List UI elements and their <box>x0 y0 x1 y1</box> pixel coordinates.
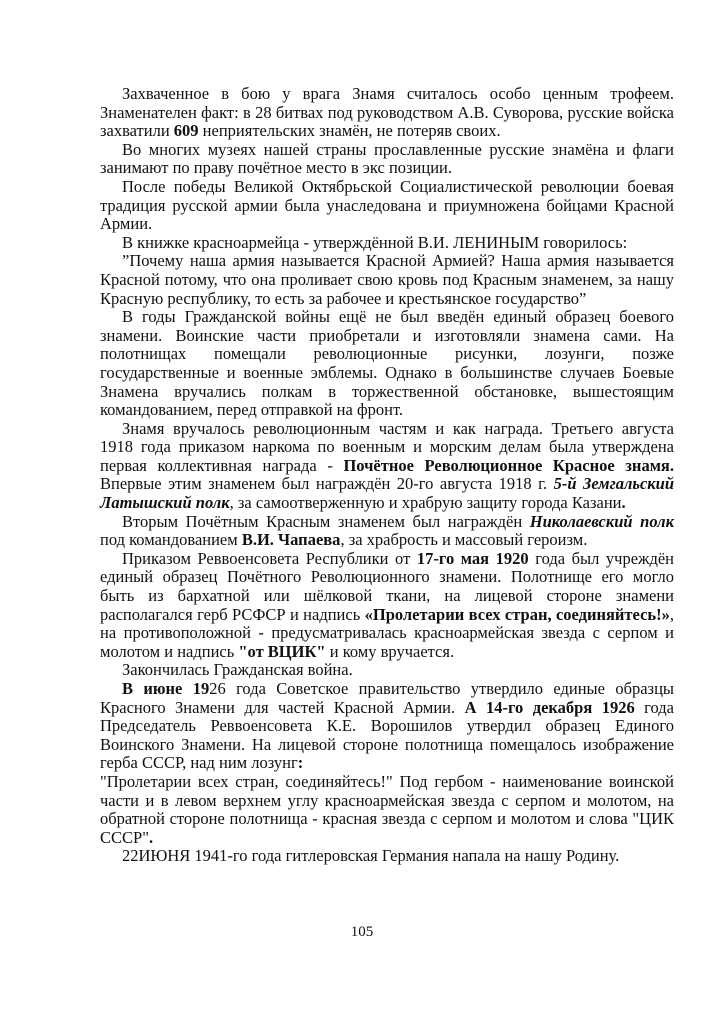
paragraph-civil-war-banners: В годы Гражданской войны ещё не был введён единый образец боевого знамени. Воинские части приобретали и изготовляли знамена сами. На полотнищах помещали революционные рисунки, лозунги, позже государственные и военные эмблемы. Однако в большинстве случаев Боевые Знамена вручались полкам в торжественной обстановке, вышестоящим командованием, перед отправкой на фронт. <box>100 307 674 420</box>
paragraph-1920-order: Приказом Реввоенсовета Республики от 17-го мая 1920 года был учреждён единый образец Почётного Революционного знамени. Полотнище его могло быть из бархатной или шёлковой ткани, на лицевой стороне знамени располагался герб РСФСР и надпись «Пролетарии всех стран, соединяйтесь!», на противоположной - предусматривалась красноармейская звезда с серпом и молотом и надпись "от ВЦИК" и кому вручается. <box>100 548 674 661</box>
paragraph-second-banner: Вторым Почётным Красным знаменем был награждён Николаевский полк под командованием В.И. Чапаева, за храбрость и массовый героизм. <box>100 511 674 550</box>
paragraph-after-revolution: После победы Великой Октябрьской Социалистической революции боевая традиция русской армии была унаследована и приумножена бойцами Красной Армии. <box>100 176 674 234</box>
paragraph-quote-red-army: ”Почему наша армия называется Красной Армией? Наша армия называется Красной потому, что она проливает свою кровь под Красным знаменем, за нашу Красную республику, то есть за рабочее и крестьянское государство” <box>100 251 674 308</box>
paragraph-museums: Во многих музеях нашей страны прославленные русские знамёна и флаги занимают по праву почётное место в экс позиции. <box>100 139 674 178</box>
paragraph-honorary-banner: Знамя вручалось революционным частям и как награда. Третьего августа 1918 года приказом наркома по военным и морским делам была утверждена первая коллективная награда - Почётное Революционное Красное знамя. Впервые этим знаменем был награждён 20-го августа 1918 г. 5-й Земгальский Латышский полк, за самоотверженную и храбрую защиту города Казани. <box>100 418 675 513</box>
document-body <box>100 85 674 866</box>
paragraph-slogan: "Пролетарии всех стран, соединяйтесь!" Под гербом - наименование воинской части и в левом верхнем углу красноармейская звезда с серпом и молотом, на обратной стороне полотнища - красная звезда с серпом и молотом и слова "ЦИК СССР". <box>100 771 674 847</box>
paragraph-red-army-booklet: В книжке красноармейца - утверждённой В.И. ЛЕНИНЫМ говорилось: <box>122 232 628 252</box>
page-number: 105 <box>350 924 374 940</box>
paragraph-trophy-banners: Захваченное в бою у врага Знамя считалось особо ценным трофеем. Знаменателен факт: в 28 битвах под руководством А.В. Суворова, русские войска захватили 609 неприятельских знамён, не потеряв своих. <box>100 84 674 141</box>
paragraph-june-1941: 22ИЮНЯ 1941-го года гитлеровская Германия напала на нашу Родину. <box>122 846 620 866</box>
paragraph-civil-war-ended: Закончилась Гражданская война. <box>122 660 353 680</box>
paragraph-1926-banners: В июне 1926 года Советское правительство утвердило единые образцы Красного Знамени для частей Красной Армии. А 14-го декабря 1926 года Председатель Реввоенсовета К.Е. Ворошилов утвердил образец Единого Воинского Знамени. На лицевой стороне полотнища помещалось изображение герба СССР, над ним лозунг: <box>100 679 674 773</box>
